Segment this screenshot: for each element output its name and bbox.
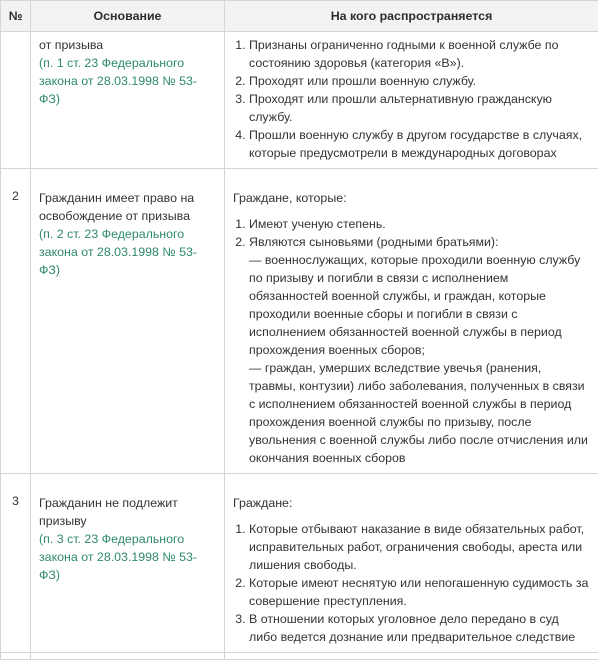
list-item: 2. Проходят или прошли военную службу. bbox=[249, 72, 590, 90]
list-item: 4. Прошли военную службу в другом государстве в случаях, которые предусмотрели в международных договорах bbox=[249, 126, 590, 162]
basis-text: от призыва bbox=[39, 38, 103, 52]
table-row bbox=[1, 169, 598, 474]
applies-cell bbox=[225, 474, 598, 653]
table-header-row bbox=[1, 1, 598, 32]
table-row bbox=[1, 32, 598, 169]
list-item: 1. Признаны ограниченно годными к военной службе по состоянию здоровья (категория «В»). bbox=[249, 36, 590, 72]
basis-text: Гражданин не подлежит призыву bbox=[39, 496, 178, 528]
table-row bbox=[1, 474, 598, 653]
list-item: 2. Которые имеют неснятую или непогашенную судимость за совершение преступления. bbox=[249, 574, 590, 610]
basis-cell bbox=[31, 474, 225, 653]
law-reference-link[interactable]: (п. 3 ст. 23 Федерального закона от 28.03.1998 № 53-ФЗ) bbox=[39, 532, 197, 582]
header-basis: Основание bbox=[31, 1, 225, 32]
list-item bbox=[249, 233, 590, 467]
basis-cell bbox=[31, 32, 225, 169]
row-number: 3 bbox=[1, 474, 31, 653]
applies-lead: Граждане, которые: bbox=[233, 189, 590, 207]
applies-lead: Граждане: bbox=[233, 494, 590, 512]
row-number bbox=[1, 32, 31, 169]
applies-cell bbox=[225, 32, 598, 169]
list-item: 1. Имеют ученую степень. bbox=[249, 215, 590, 233]
table-row bbox=[1, 653, 598, 660]
law-reference-link[interactable]: (п. 1 ст. 23 Федерального закона от 28.03.1998 № 53-ФЗ) bbox=[39, 56, 197, 106]
applies-list bbox=[233, 36, 590, 162]
header-applies-to: На кого распространяется bbox=[225, 1, 598, 32]
law-reference-link[interactable]: (п. 2 ст. 23 Федерального закона от 28.03.1998 № 53-ФЗ) bbox=[39, 227, 197, 277]
basis-cell bbox=[31, 169, 225, 474]
list-item: 1. Которые отбывают наказание в виде обязательных работ, исправительных работ, ограничения свободы, ареста или лишения свободы. bbox=[249, 520, 590, 574]
basis-cell bbox=[31, 653, 225, 660]
applies-cell bbox=[225, 169, 598, 474]
list-item: 3. Проходят или прошли альтернативную гражданскую службу. bbox=[249, 90, 590, 126]
applies-list bbox=[233, 215, 590, 467]
header-num: № bbox=[1, 1, 31, 32]
basis-text: Гражданин имеет право на освобождение от призыва bbox=[39, 191, 194, 223]
row-number: 2 bbox=[1, 169, 31, 474]
dash-item: — граждан, умерших вследствие увечья (ранения, травмы, контузии) либо заболевания, полученных в связи с исполнением обязанностей военной службы в период прохождения военной службы по призыву, после увольнения с военной службы либо после отчисления или окончания военных сборов bbox=[249, 359, 590, 467]
applies-list bbox=[233, 520, 590, 646]
row-number bbox=[1, 653, 31, 660]
list-item: 3. В отношении которых уголовное дело передано в суд либо ведется дознание или предварительное следствие bbox=[249, 610, 590, 646]
applies-cell bbox=[225, 653, 598, 660]
list-item-text: Являются сыновьями (родными братьями): bbox=[249, 235, 499, 249]
dash-item: — военнослужащих, которые проходили военную службу по призыву и погибли в связи с исполнением обязанностей военной службы, и граждан, которые проходили военные сборы и погибли в связи с исполнением обязанностей военной службы в период прохождения военных сборов; bbox=[249, 251, 590, 359]
